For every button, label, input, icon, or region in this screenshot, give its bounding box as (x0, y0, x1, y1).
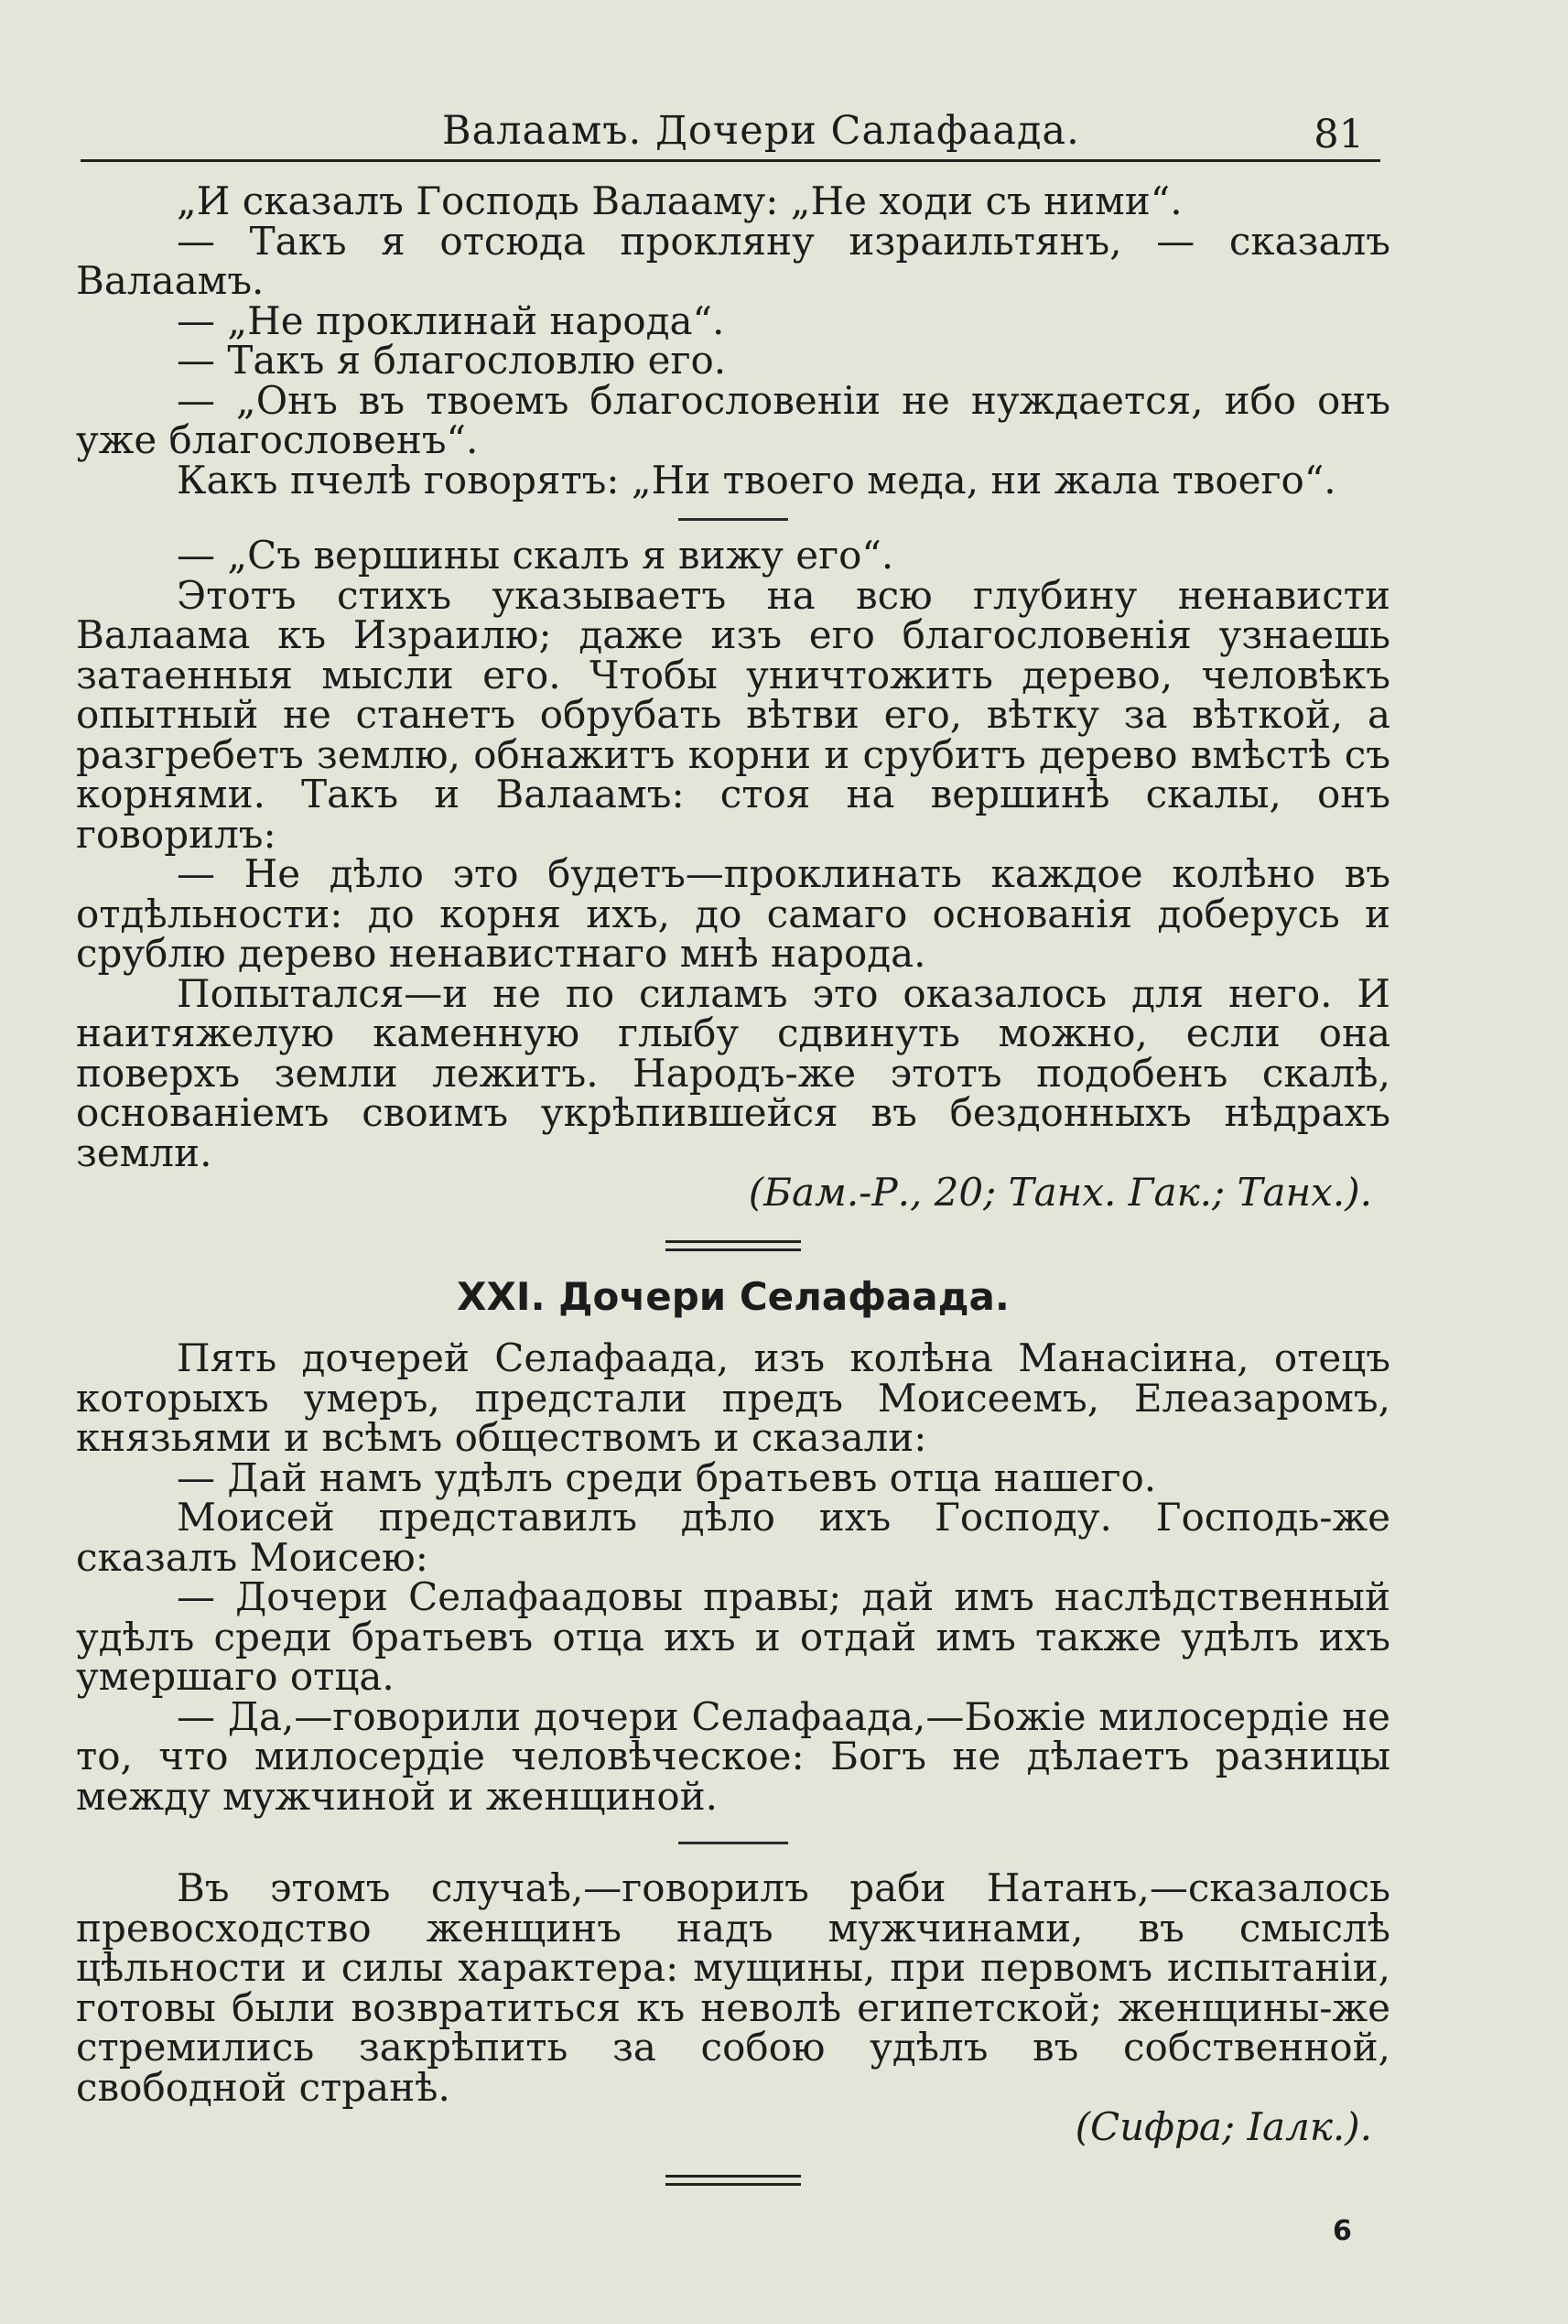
paragraph: Въ этомъ случаѣ,—говорилъ раби Натанъ,—сказалось превосходство женщинъ надъ мужчинами, въ смыслѣ цѣльности и силы характера: мущины, при первомъ испытаніи, готовы были возвратиться къ неволѣ египетской; женщины-же стремились закрѣпить за собою удѣлъ въ собственной, свободной странѣ. (76, 1865, 1390, 2110)
source-citation: (Бам.-Р., 20; Танх. Гак.; Танх.). (748, 1170, 1372, 1215)
dialogue-line: — Да,—говорили дочери Селафаада,—Божіе милосердіе не то, что милосердіе человѣческое: Богъ не дѣлаетъ разницы между мужчиной и женщиной. (76, 1693, 1390, 1819)
dialogue-line: — „Онъ въ твоемъ благословеніи не нуждается, ибо онъ уже благословенъ“. (76, 377, 1390, 462)
paragraph: Попытался—и не по силамъ это оказалось для него. И наитяжелую каменную глыбу сдвинуть можно, если она поверхъ земли лежитъ. Народъ-же этотъ подобенъ скалѣ, основаніемъ своимъ укрѣпившейся въ бездонныхъ нѣдрахъ земли. (76, 970, 1390, 1175)
double-rule-divider (665, 1240, 801, 1251)
section-separator (678, 1842, 788, 1844)
paragraph: — Не дѣло это будетъ—проклинать каждое колѣно въ отдѣльности: до корня ихъ, до самаго основанія доберусь и срублю дерево ненавистнаго мнѣ народа. (76, 851, 1390, 976)
verse-line: — „Съ вершины скалъ я вижу его“. (177, 533, 894, 578)
dialogue-line: — Такъ я отсюда прокляну израильтянъ, — сказалъ Валаамъ. (76, 218, 1390, 303)
page-body (76, 178, 1390, 2191)
paragraph: Моисей представилъ дѣло ихъ Господу. Господь-же сказалъ Моисею: (76, 1495, 1390, 1580)
running-title: Валаамъ. Дочери Салафаада. (442, 108, 1080, 154)
dialogue-line: — Дай намъ удѣлъ среди братьевъ отца нашего. (177, 1454, 1157, 1500)
paragraph: Пять дочерей Селафаада, изъ колѣна Манасіина, отецъ которыхъ умеръ, предстали предъ Моисеемъ, Елеазаромъ, князьями и всѣмъ обществомъ и сказали: (76, 1335, 1390, 1460)
proverb-line: Какъ пчелѣ говорятъ: „Ни твоего меда, ни жала твоего“. (177, 457, 1336, 503)
running-header (81, 108, 1380, 162)
double-rule-divider (665, 2175, 801, 2186)
source-citation: (Сифра; Іалк.). (1075, 2104, 1372, 2149)
dialogue-line: — Дочери Селафаадовы правы; дай имъ наслѣдственный удѣлъ среди братьевъ отца ихъ и отдай имъ также удѣлъ ихъ умершаго отца. (76, 1574, 1390, 1699)
verse-line: „И сказалъ Господь Валааму: „Не ходи съ ними“. (177, 178, 1183, 223)
dialogue-line: — „Не проклинай народа“. (177, 297, 725, 343)
chapter-heading: XXI. Дочери Селафаада. (457, 1273, 1010, 1319)
paragraph: Этотъ стихъ указываетъ на всю глубину ненависти Валаама къ Израилю; даже изъ его благословенія узнаешь затаенныя мысли его. Чтобы уничтожить дерево, человѣкъ опытный не станетъ обрубать вѣтви его, вѣтку за вѣткой, а разгребетъ землю, обнажитъ корни и срубитъ дерево вмѣстѣ съ корнями. Такъ и Валаамъ: стоя на вершинѣ скалы, онъ говорилъ: (76, 572, 1390, 857)
signature-mark: 6 (1333, 2215, 1352, 2247)
page-number: 81 (1314, 112, 1364, 157)
dialogue-line: — Такъ я благословлю его. (177, 338, 727, 383)
section-separator (678, 518, 788, 521)
